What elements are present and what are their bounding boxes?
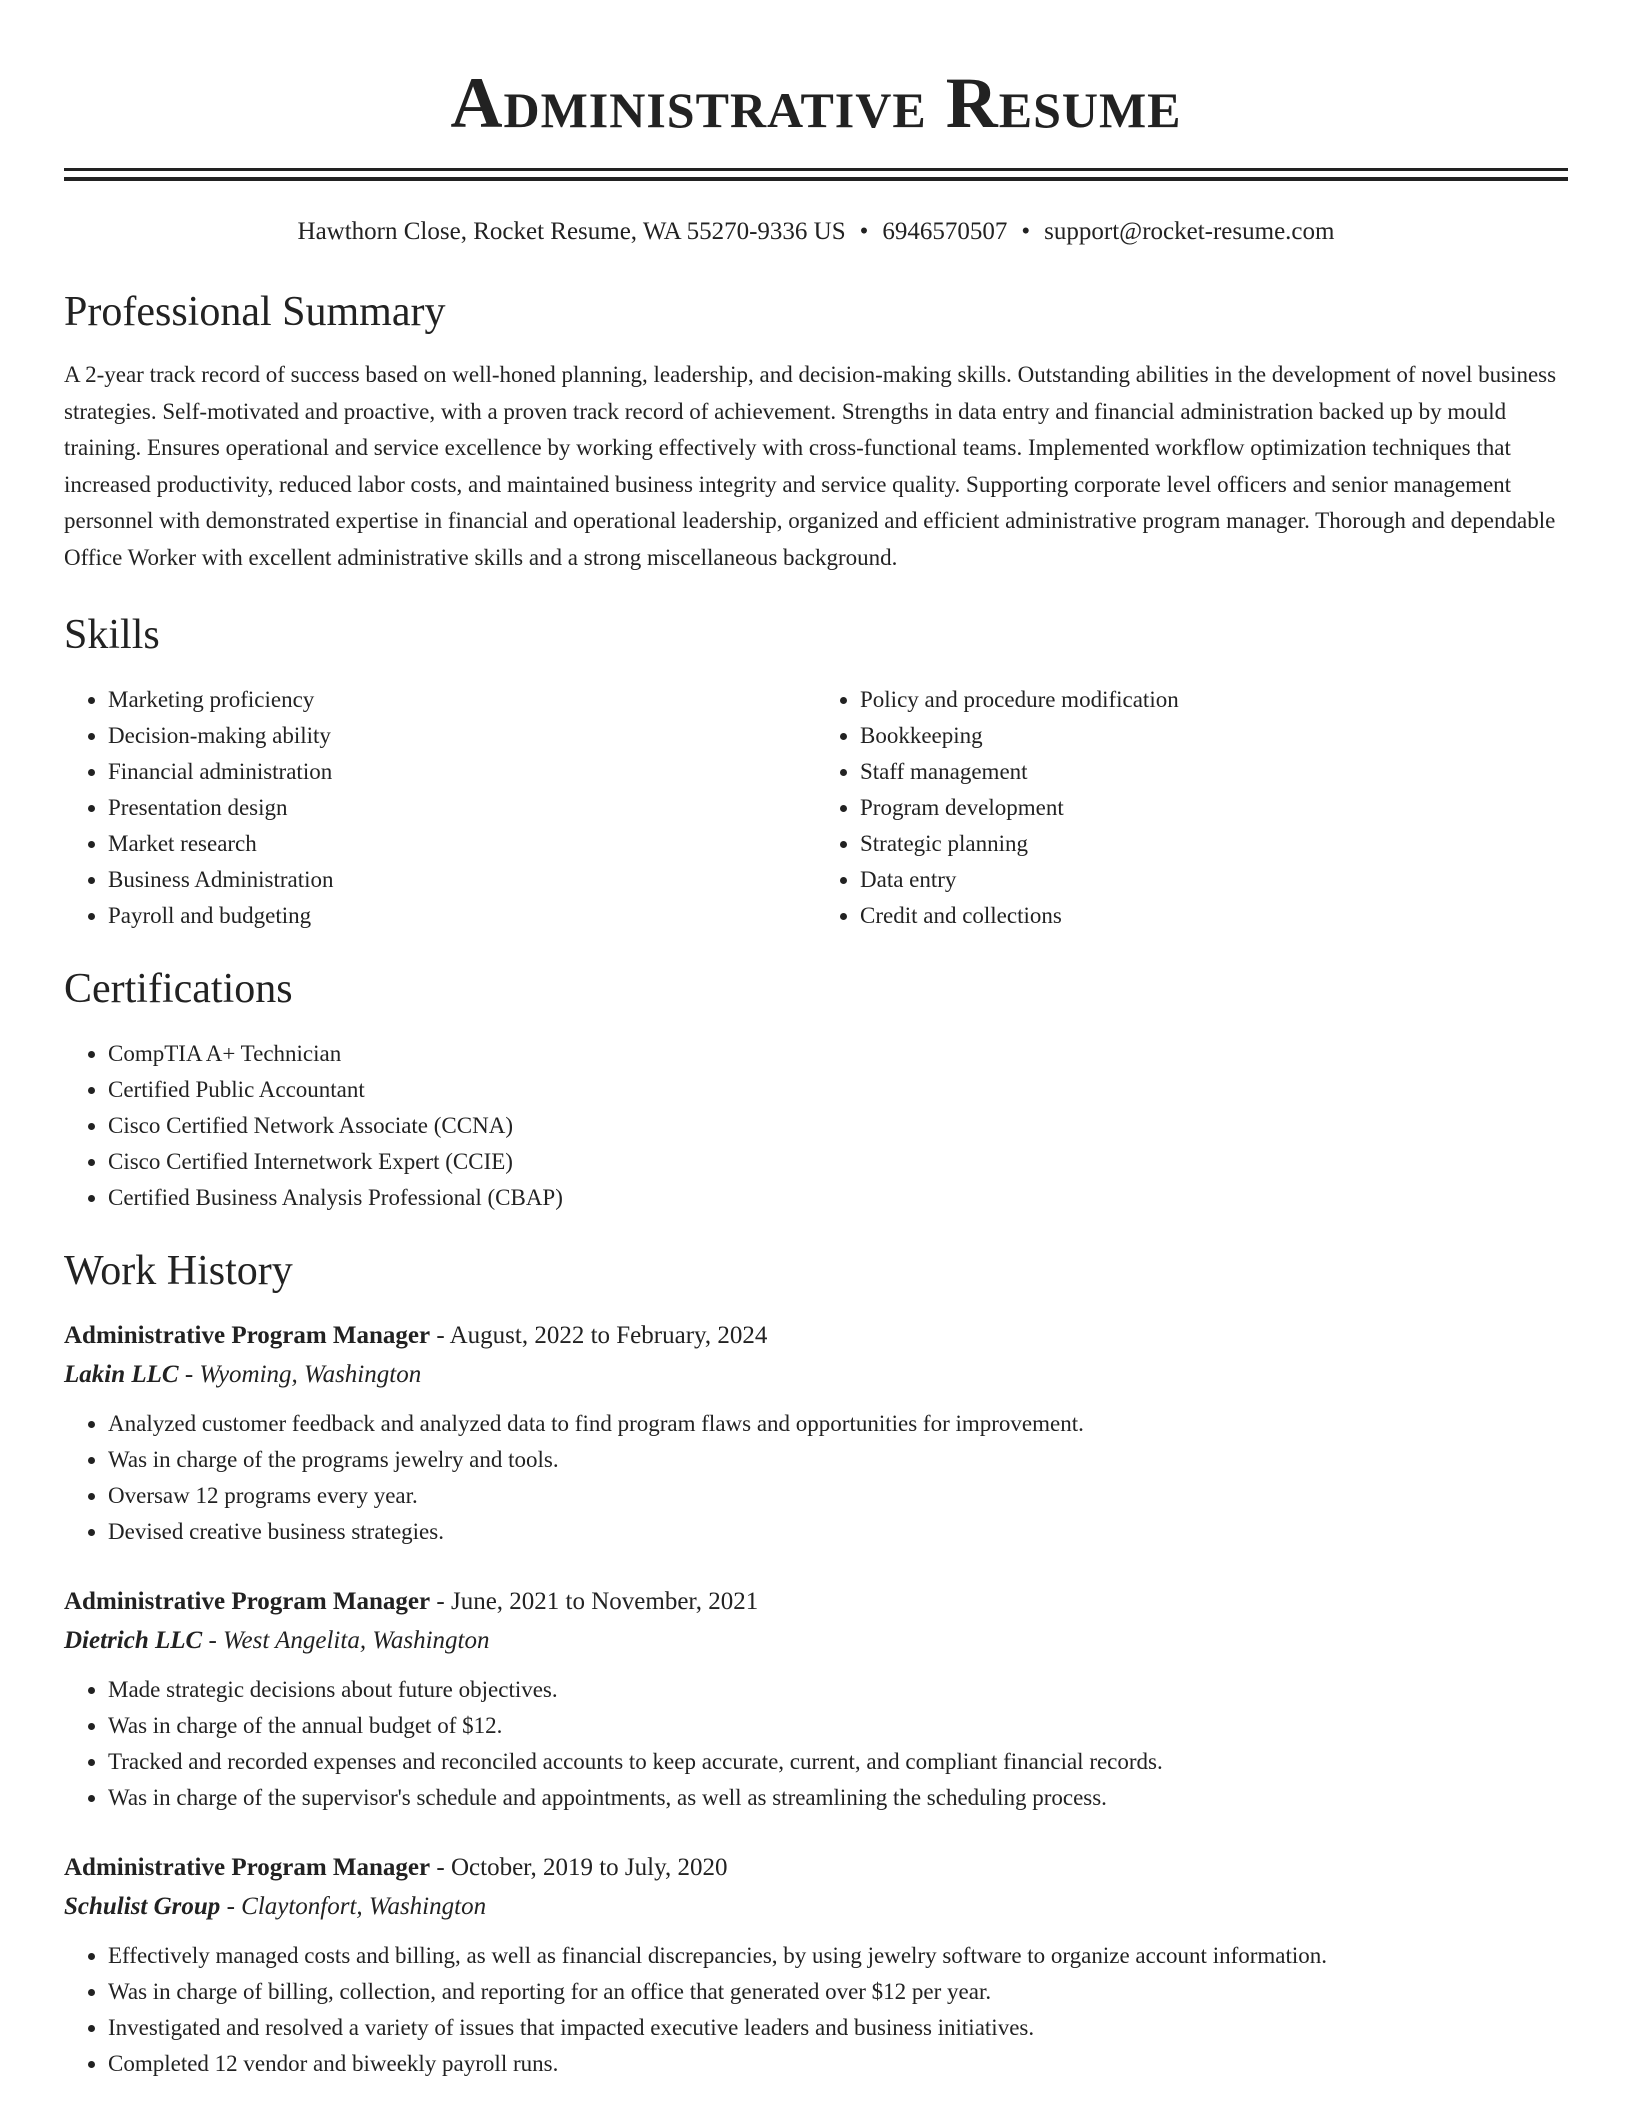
contact-email: support@rocket-resume.com [1044, 218, 1335, 245]
certification-item: • Cisco Certified Network Associate (CCNA) [108, 1108, 1568, 1144]
skills-heading: Skills [64, 612, 160, 658]
job-dates: June, 2021 to November, 2021 [450, 1588, 759, 1615]
skills-list-left [64, 682, 816, 934]
job-bullet: • Completed 12 vendor and biweekly payroll runs. [108, 2046, 1568, 2082]
job-company-line: Schulist Group - Claytonfort, Washington [64, 1893, 487, 1920]
skill-item: • Payroll and budgeting [108, 898, 816, 934]
certification-item: • CompTIA A+ Technician [108, 1036, 1568, 1072]
job-company: Schulist Group [64, 1893, 221, 1920]
job-location: Wyoming, Washington [199, 1361, 422, 1388]
job-bullets [64, 1672, 1568, 1816]
job-bullet: • Effectively managed costs and billing, as well as financial discrepancies, by using jewelry software to organize account information. [108, 1938, 1568, 1974]
job-company: Lakin LLC [64, 1361, 179, 1388]
title-divider-top [64, 168, 1568, 171]
skill-item: • Market research [108, 826, 816, 862]
job-entry [64, 1316, 1568, 1550]
job-role: Administrative Program Manager [64, 1588, 431, 1615]
job-bullet: • Oversaw 12 programs every year. [108, 1478, 1568, 1514]
job-bullet: • Analyzed customer feedback and analyzed data to find program flaws and opportunities for improvement. [108, 1406, 1568, 1442]
skill-item: • Staff management [860, 754, 1568, 790]
summary-text: A 2-year track record of success based on well-honed planning, leadership, and decision-making skills. Outstanding abilities in the development of novel business strategies. Self-motivated and proactive, with a proven track record of achievement. Strengths in data entry and financial administration backed up by mould training. Ensures operational and service excellence by working effectively with cross-functional teams. Implemented workflow optimization techniques that increased productivity, reduced labor costs, and maintained business integrity and service quality. Supporting corporate level officers and senior management personnel with demonstrated expertise in financial and operational leadership, organized and efficient administrative program manager. Thorough and dependable Office Worker with excellent administrative skills and a strong miscellaneous background. [64, 362, 1557, 570]
skill-item: • Credit and collections [860, 898, 1568, 934]
contact-separator: • [1021, 218, 1031, 245]
skill-item: • Presentation design [108, 790, 816, 826]
skill-item: • Decision-making ability [108, 718, 816, 754]
resume-title: Administrative Resume [450, 63, 1182, 143]
skill-item: • Program development [860, 790, 1568, 826]
certification-item: • Cisco Certified Internetwork Expert (CCIE) [108, 1144, 1568, 1180]
resume-page [64, 0, 1568, 2082]
job-role: Administrative Program Manager [64, 1854, 431, 1881]
job-entry [64, 1582, 1568, 1816]
skill-item: • Financial administration [108, 754, 816, 790]
job-bullet: • Was in charge of the supervisor's schedule and appointments, as well as streamlining the scheduling process. [108, 1780, 1568, 1816]
job-bullet: • Tracked and recorded expenses and reconciled accounts to keep accurate, current, and compliant financial records. [108, 1744, 1568, 1780]
job-bullets [64, 1406, 1568, 1550]
job-bullet: • Devised creative business strategies. [108, 1514, 1568, 1550]
job-bullets [64, 1938, 1568, 2082]
job-location: Claytonfort, Washington [241, 1893, 487, 1920]
skills-list-right [816, 682, 1568, 934]
job-company-line: Lakin LLC - Wyoming, Washington [64, 1361, 422, 1388]
certifications-list [64, 1036, 1568, 1216]
job-entry [64, 1848, 1568, 2082]
job-bullet: • Was in charge of billing, collection, and reporting for an office that generated over $12 per year. [108, 1974, 1568, 2010]
job-dates: August, 2022 to February, 2024 [449, 1322, 768, 1349]
skill-item: • Policy and procedure modification [860, 682, 1568, 718]
contact-separator: • [859, 218, 869, 245]
skill-item: • Business Administration [108, 862, 816, 898]
contact-phone: 6946570507 [882, 218, 1008, 245]
certifications-heading: Certifications [64, 966, 293, 1012]
job-company-line: Dietrich LLC - West Angelita, Washington [64, 1627, 490, 1654]
skills-columns [64, 682, 1568, 934]
job-dates: October, 2019 to July, 2020 [450, 1854, 728, 1881]
job-location: West Angelita, Washington [223, 1627, 490, 1654]
job-bullet: • Was in charge of the annual budget of $12. [108, 1708, 1568, 1744]
job-company: Dietrich LLC [64, 1627, 203, 1654]
certification-item: • Certified Public Accountant [108, 1072, 1568, 1108]
work-history-heading: Work History [64, 1248, 293, 1294]
skill-item: • Data entry [860, 862, 1568, 898]
job-bullet: • Made strategic decisions about future objectives. [108, 1672, 1568, 1708]
skill-item: • Strategic planning [860, 826, 1568, 862]
summary-heading: Professional Summary [64, 289, 446, 335]
contact-line [64, 215, 1568, 249]
job-bullet: • Investigated and resolved a variety of issues that impacted executive leaders and business initiatives. [108, 2010, 1568, 2046]
contact-address: Hawthorn Close, Rocket Resume, WA 55270-9336 US [297, 218, 846, 245]
title-divider-bottom [64, 177, 1568, 181]
job-title-line: Administrative Program Manager - August, 2022 to February, 2024 [64, 1322, 768, 1349]
certification-item: • Certified Business Analysis Professional (CBAP) [108, 1180, 1568, 1216]
job-role: Administrative Program Manager [64, 1322, 431, 1349]
job-title-line: Administrative Program Manager - June, 2021 to November, 2021 [64, 1588, 759, 1615]
skill-item: • Marketing proficiency [108, 682, 816, 718]
skill-item: • Bookkeeping [860, 718, 1568, 754]
job-bullet: • Was in charge of the programs jewelry and tools. [108, 1442, 1568, 1478]
job-title-line: Administrative Program Manager - October, 2019 to July, 2020 [64, 1854, 728, 1881]
